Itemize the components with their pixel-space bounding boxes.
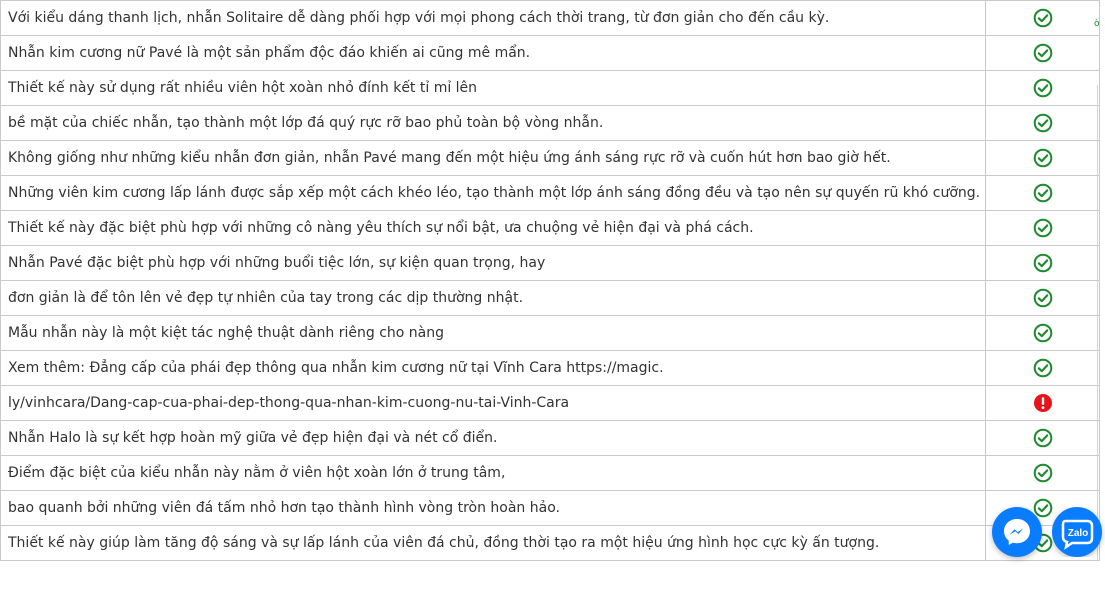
table-row bbox=[1, 316, 1100, 351]
status-cell bbox=[986, 281, 1100, 316]
table-row bbox=[1, 246, 1100, 281]
sentence-cell: bao quanh bởi những viên đá tấm nhỏ hơn tạo thành hình vòng tròn hoàn hảo. bbox=[1, 491, 986, 526]
table-row bbox=[1, 211, 1100, 246]
status-cell bbox=[986, 36, 1100, 71]
sentence-cell: Điểm đặc biệt của kiểu nhẫn này nằm ở viên hột xoàn lớn ở trung tâm, bbox=[1, 456, 986, 491]
table-row bbox=[1, 386, 1100, 421]
table-row bbox=[1, 421, 1100, 456]
check-circle-icon bbox=[1033, 218, 1053, 238]
status-cell bbox=[986, 71, 1100, 106]
table-row bbox=[1, 1, 1100, 36]
table-row bbox=[1, 351, 1100, 386]
check-circle-icon bbox=[1033, 253, 1053, 273]
table-row bbox=[1, 141, 1100, 176]
status-cell bbox=[986, 1, 1100, 36]
sentence-cell: Thiết kế này giúp làm tăng độ sáng và sự lấp lánh của viên đá chủ, đồng thời tạo ra một hiệu ứng hình học cực kỳ ấn tượng. bbox=[1, 526, 986, 561]
sentence-cell: Không giống như những kiểu nhẫn đơn giản, nhẫn Pavé mang đến một hiệu ứng ánh sáng rực rỡ và cuốn hút hơn bao giờ hết. bbox=[1, 141, 986, 176]
status-cell bbox=[986, 316, 1100, 351]
table-row bbox=[1, 456, 1100, 491]
sentence-cell: Thiết kế này đặc biệt phù hợp với những cô nàng yêu thích sự nổi bật, ưa chuộng vẻ hiện đại và phá cách. bbox=[1, 211, 986, 246]
sentence-cell: đơn giản là để tôn lên vẻ đẹp tự nhiên của tay trong các dịp thường nhật. bbox=[1, 281, 986, 316]
edge-fragment: ò bbox=[1094, 19, 1100, 29]
check-circle-icon bbox=[1033, 288, 1053, 308]
table-row bbox=[1, 71, 1100, 106]
status-cell bbox=[986, 421, 1100, 456]
check-circle-icon bbox=[1033, 8, 1053, 28]
table-row bbox=[1, 106, 1100, 141]
sentence-cell: ly/vinhcara/Dang-cap-cua-phai-dep-thong-qua-nhan-kim-cuong-nu-tai-Vinh-Cara bbox=[1, 386, 986, 421]
sentence-cell: Nhẫn Halo là sự kết hợp hoàn mỹ giữa vẻ đẹp hiện đại và nét cổ điển. bbox=[1, 421, 986, 456]
check-circle-icon bbox=[1033, 358, 1053, 378]
table-row bbox=[1, 526, 1100, 561]
sentence-cell: Thiết kế này sử dụng rất nhiều viên hột xoàn nhỏ đính kết tỉ mỉ lên bbox=[1, 71, 986, 106]
zalo-chat-button[interactable] bbox=[1052, 507, 1105, 557]
check-circle-icon bbox=[1033, 43, 1053, 63]
sentence-cell: bề mặt của chiếc nhẫn, tạo thành một lớp đá quý rực rỡ bao phủ toàn bộ vòng nhẫn. bbox=[1, 106, 986, 141]
sentence-cell: Với kiểu dáng thanh lịch, nhẫn Solitaire dễ dàng phối hợp với mọi phong cách thời trang, từ đơn giản cho đến cầu kỳ. bbox=[1, 1, 986, 36]
check-circle-icon bbox=[1033, 428, 1053, 448]
check-circle-icon bbox=[1033, 148, 1053, 168]
check-circle-icon bbox=[1033, 113, 1053, 133]
sentence-cell: Những viên kim cương lấp lánh được sắp xếp một cách khéo léo, tạo thành một lớp ánh sáng đồng đều và tạo nên sự quyến rũ khó cưỡng. bbox=[1, 176, 986, 211]
error-circle-icon bbox=[1033, 393, 1053, 413]
table-row bbox=[1, 491, 1100, 526]
zalo-icon bbox=[1052, 507, 1105, 557]
scroll-edge-line bbox=[1097, 85, 1098, 560]
sentence-cell: Xem thêm: Đẳng cấp của phái đẹp thông qua nhẫn kim cương nữ tại Vĩnh Cara https://magic. bbox=[1, 351, 986, 386]
results-table-body bbox=[1, 1, 1100, 561]
messenger-icon bbox=[992, 507, 1042, 557]
status-cell bbox=[986, 211, 1100, 246]
table-row bbox=[1, 176, 1100, 211]
check-circle-icon bbox=[1033, 78, 1053, 98]
check-circle-icon bbox=[1033, 183, 1053, 203]
status-cell bbox=[986, 176, 1100, 211]
sentence-cell: Mẫu nhẫn này là một kiệt tác nghệ thuật dành riêng cho nàng bbox=[1, 316, 986, 351]
status-cell bbox=[986, 106, 1100, 141]
status-cell bbox=[986, 141, 1100, 176]
zalo-icon-label: Zalo bbox=[1067, 528, 1089, 539]
sentence-cell: Nhẫn kim cương nữ Pavé là một sản phẩm độc đáo khiến ai cũng mê mẩn. bbox=[1, 36, 986, 71]
sentence-cell: Nhẫn Pavé đặc biệt phù hợp với những buổi tiệc lớn, sự kiện quan trọng, hay bbox=[1, 246, 986, 281]
table-row bbox=[1, 36, 1100, 71]
status-cell bbox=[986, 351, 1100, 386]
table-row bbox=[1, 281, 1100, 316]
check-circle-icon bbox=[1033, 463, 1053, 483]
status-cell bbox=[986, 246, 1100, 281]
messenger-chat-button[interactable] bbox=[992, 507, 1042, 557]
status-cell bbox=[986, 386, 1100, 421]
check-circle-icon bbox=[1033, 323, 1053, 343]
status-cell bbox=[986, 456, 1100, 491]
